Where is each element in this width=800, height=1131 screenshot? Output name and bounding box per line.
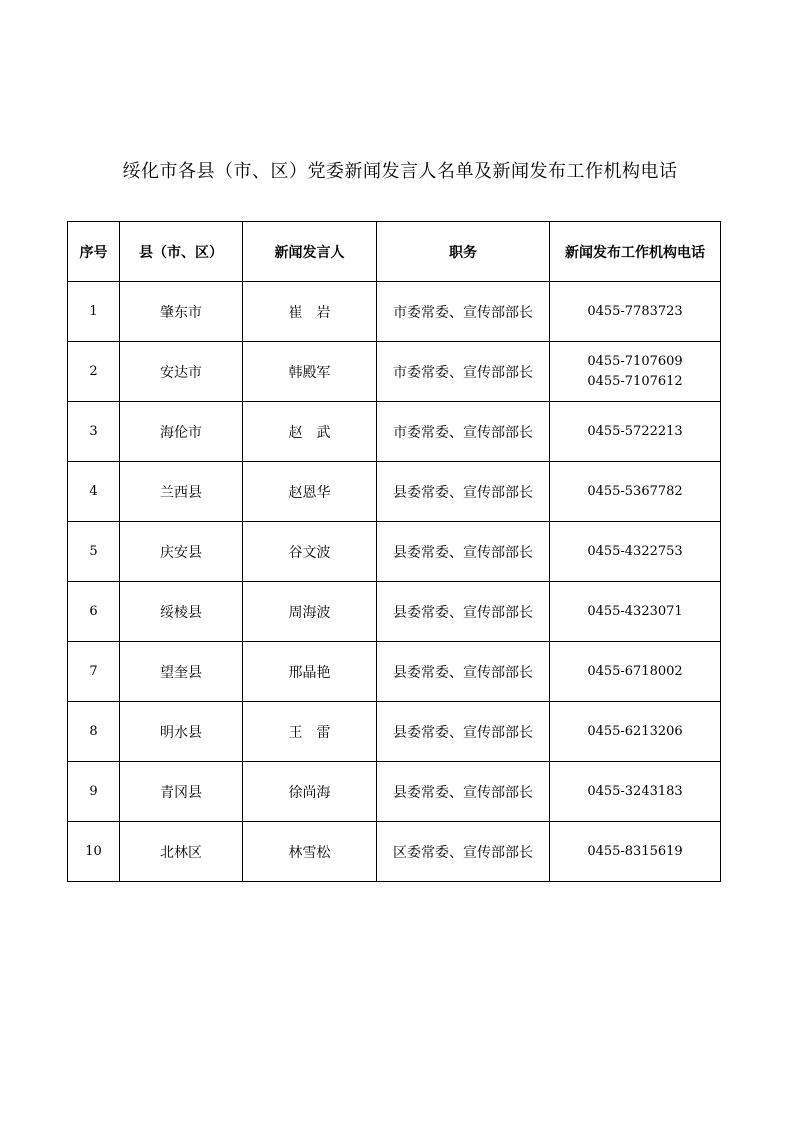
cell-phone bbox=[550, 702, 721, 762]
cell-phone bbox=[550, 342, 721, 402]
header-position: 职务 bbox=[377, 222, 550, 282]
cell-spokesperson: 邢晶艳 bbox=[243, 642, 377, 702]
table-row bbox=[68, 522, 721, 582]
phone-number: 0455-4322753 bbox=[587, 543, 683, 559]
cell-county: 庆安县 bbox=[120, 522, 243, 582]
cell-county: 海伦市 bbox=[120, 402, 243, 462]
cell-county: 北林区 bbox=[120, 822, 243, 882]
phone-number: 0455-7783723 bbox=[587, 303, 683, 319]
phone-number: 0455-5722213 bbox=[587, 423, 683, 439]
cell-spokesperson: 王 雷 bbox=[243, 702, 377, 762]
table-body bbox=[68, 282, 721, 882]
cell-position: 县委常委、宣传部部长 bbox=[377, 522, 550, 582]
spokesperson-table bbox=[67, 221, 721, 882]
cell-seq: 6 bbox=[68, 582, 120, 642]
cell-seq: 5 bbox=[68, 522, 120, 582]
cell-position: 市委常委、宣传部部长 bbox=[377, 402, 550, 462]
cell-position: 县委常委、宣传部部长 bbox=[377, 582, 550, 642]
cell-seq: 10 bbox=[68, 822, 120, 882]
cell-phone bbox=[550, 642, 721, 702]
cell-seq: 8 bbox=[68, 702, 120, 762]
phone-number: 0455-8315619 bbox=[587, 843, 683, 859]
cell-seq: 1 bbox=[68, 282, 120, 342]
cell-phone bbox=[550, 522, 721, 582]
cell-position: 县委常委、宣传部部长 bbox=[377, 762, 550, 822]
cell-seq: 7 bbox=[68, 642, 120, 702]
cell-seq: 9 bbox=[68, 762, 120, 822]
cell-spokesperson: 徐尚海 bbox=[243, 762, 377, 822]
table-header-row bbox=[68, 222, 721, 282]
cell-phone bbox=[550, 582, 721, 642]
table-row bbox=[68, 342, 721, 402]
header-phone: 新闻发布工作机构电话 bbox=[550, 222, 721, 282]
table-row bbox=[68, 762, 721, 822]
cell-spokesperson: 韩殿军 bbox=[243, 342, 377, 402]
table-row bbox=[68, 642, 721, 702]
table-row bbox=[68, 462, 721, 522]
cell-position: 县委常委、宣传部部长 bbox=[377, 642, 550, 702]
cell-seq: 2 bbox=[68, 342, 120, 402]
phone-number: 0455-6213206 bbox=[587, 723, 683, 739]
cell-position: 区委常委、宣传部部长 bbox=[377, 822, 550, 882]
phone-number: 0455-7107612 bbox=[587, 373, 683, 389]
phone-number: 0455-7107609 bbox=[587, 353, 683, 369]
table-row bbox=[68, 822, 721, 882]
header-seq: 序号 bbox=[68, 222, 120, 282]
table-row bbox=[68, 582, 721, 642]
cell-spokesperson: 周海波 bbox=[243, 582, 377, 642]
phone-number: 0455-6718002 bbox=[587, 663, 683, 679]
header-spokesperson: 新闻发言人 bbox=[243, 222, 377, 282]
cell-spokesperson: 林雪松 bbox=[243, 822, 377, 882]
cell-county: 绥棱县 bbox=[120, 582, 243, 642]
cell-county: 望奎县 bbox=[120, 642, 243, 702]
cell-seq: 3 bbox=[68, 402, 120, 462]
cell-position: 市委常委、宣传部部长 bbox=[377, 342, 550, 402]
cell-spokesperson: 赵恩华 bbox=[243, 462, 377, 522]
cell-spokesperson: 谷文波 bbox=[243, 522, 377, 582]
cell-position: 县委常委、宣传部部长 bbox=[377, 702, 550, 762]
phone-number: 0455-4323071 bbox=[587, 603, 683, 619]
cell-county: 安达市 bbox=[120, 342, 243, 402]
cell-county: 明水县 bbox=[120, 702, 243, 762]
cell-phone bbox=[550, 402, 721, 462]
cell-spokesperson: 赵 武 bbox=[243, 402, 377, 462]
cell-phone bbox=[550, 762, 721, 822]
cell-county: 兰西县 bbox=[120, 462, 243, 522]
cell-county: 青冈县 bbox=[120, 762, 243, 822]
cell-position: 市委常委、宣传部部长 bbox=[377, 282, 550, 342]
cell-phone bbox=[550, 282, 721, 342]
table-row bbox=[68, 402, 721, 462]
table-row bbox=[68, 282, 721, 342]
cell-spokesperson: 崔 岩 bbox=[243, 282, 377, 342]
header-county: 县（市、区） bbox=[120, 222, 243, 282]
cell-phone bbox=[550, 822, 721, 882]
phone-number: 0455-5367782 bbox=[587, 483, 683, 499]
cell-phone bbox=[550, 462, 721, 522]
table-row bbox=[68, 702, 721, 762]
cell-seq: 4 bbox=[68, 462, 120, 522]
cell-position: 县委常委、宣传部部长 bbox=[377, 462, 550, 522]
cell-county: 肇东市 bbox=[120, 282, 243, 342]
phone-number: 0455-3243183 bbox=[587, 783, 683, 799]
page-title: 绥化市各县（市、区）党委新闻发言人名单及新闻发布工作机构电话 bbox=[122, 161, 678, 182]
